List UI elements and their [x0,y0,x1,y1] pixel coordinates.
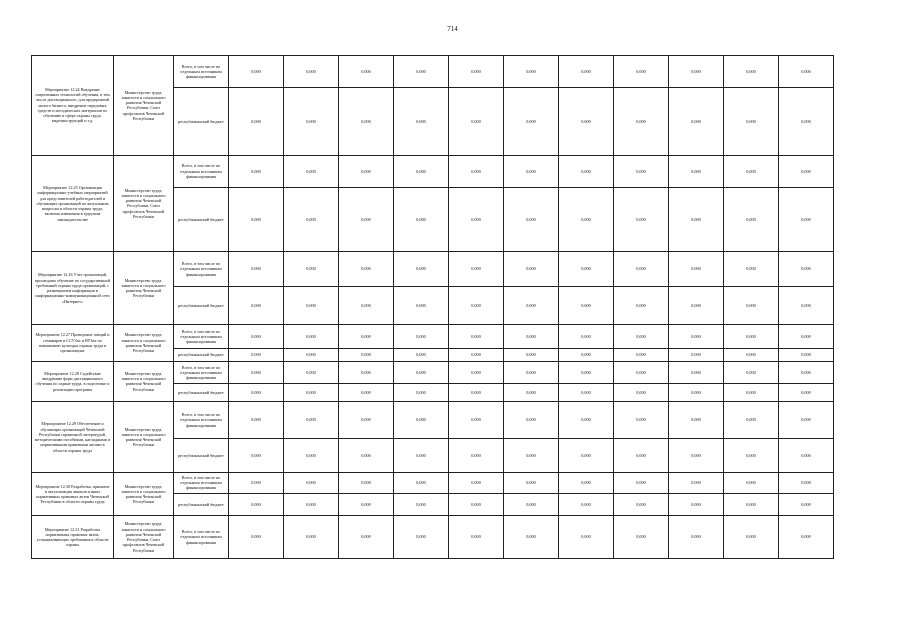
funding-value: 0,000 [669,402,724,438]
funding-value: 0,000 [779,493,834,516]
funding-value: 0,000 [394,402,449,438]
funding-value: 0,000 [504,438,559,472]
funding-value: 0,000 [339,384,394,402]
funding-value: 0,000 [779,187,834,251]
funding-source: республиканский бюджет [174,286,229,325]
funding-value: 0,000 [669,56,724,88]
funding-value: 0,000 [449,56,504,88]
funding-value: 0,000 [229,348,284,361]
funding-value: 0,000 [229,88,284,156]
funding-value: 0,000 [614,88,669,156]
measure-title: Мероприятие 12.29 Обеспечение и обучающих организаций Чеченской Республики справочной литературой, методическими пособиями, наглядными и нормативными правовыми актами в области охраны труда [32,402,114,473]
table-row [32,252,834,286]
funding-value: 0,000 [284,493,339,516]
funding-value: 0,000 [779,348,834,361]
measure-title: Мероприятие 12.28 Содействие внедрению форм дистанционного обучения по охране труда, в подготовке и реализации программ [32,361,114,402]
funding-value: 0,000 [394,473,449,493]
measure-executor: Министерство труда, занятости и социального развития Чеченской Республики, Союз профсоюзов Чеченской Республики [114,155,174,252]
funding-value: 0,000 [614,187,669,251]
funding-value: 0,000 [614,155,669,187]
funding-value: 0,000 [724,286,779,325]
funding-value: 0,000 [284,187,339,251]
funding-value: 0,000 [779,473,834,493]
funding-value: 0,000 [779,384,834,402]
funding-value: 0,000 [284,438,339,472]
funding-value: 0,000 [504,325,559,349]
funding-value: 0,000 [339,361,394,384]
funding-value: 0,000 [229,56,284,88]
funding-value: 0,000 [339,325,394,349]
funding-value: 0,000 [614,473,669,493]
funding-value: 0,000 [779,155,834,187]
funding-value: 0,000 [669,325,724,349]
funding-value: 0,000 [339,155,394,187]
funding-value: 0,000 [284,88,339,156]
funding-value: 0,000 [229,516,284,559]
funding-value: 0,000 [504,384,559,402]
funding-value: 0,000 [339,516,394,559]
measure-title: Мероприятие 12.24 Внедрение современных технологий обучения, в том числе дистанционного, для предприятий малого бизнеса, внедрение передовых средств и методических материалов по обучению в сфере охраны труда, видеоинструкций и т.д. [32,56,114,156]
funding-value: 0,000 [779,516,834,559]
funding-value: 0,000 [559,252,614,286]
funding-value: 0,000 [449,438,504,472]
table-row [32,155,834,187]
funding-value: 0,000 [559,516,614,559]
funding-value: 0,000 [394,88,449,156]
funding-value: 0,000 [614,384,669,402]
measure-executor: Министерство труда, занятости и социального развития Чеченской Республики [114,473,174,516]
funding-value: 0,000 [614,56,669,88]
funding-value: 0,000 [449,384,504,402]
funding-value: 0,000 [724,187,779,251]
funding-value: 0,000 [229,286,284,325]
funding-value: 0,000 [449,325,504,349]
funding-value: 0,000 [229,402,284,438]
funding-value: 0,000 [229,438,284,472]
measure-title: Мероприятие 12.26 Учет организаций, прошедших обучение по государственной требований охраны труда организаций, с размещением информации в информационно-коммуникационной сети «Интернет» [32,252,114,325]
funding-source: Всего, в том числе по отдельным источникам финансирования [174,56,229,88]
funding-value: 0,000 [779,402,834,438]
funding-value: 0,000 [449,155,504,187]
funding-value: 0,000 [339,252,394,286]
funding-value: 0,000 [284,325,339,349]
funding-value: 0,000 [229,187,284,251]
funding-value: 0,000 [449,88,504,156]
funding-source: Всего, в том числе по отдельным источникам финансирования [174,325,229,349]
table-row [32,402,834,438]
funding-value: 0,000 [559,155,614,187]
funding-value: 0,000 [614,348,669,361]
funding-value: 0,000 [669,516,724,559]
funding-value: 0,000 [779,325,834,349]
funding-value: 0,000 [394,361,449,384]
funding-value: 0,000 [449,348,504,361]
funding-value: 0,000 [504,361,559,384]
funding-value: 0,000 [724,493,779,516]
funding-value: 0,000 [724,438,779,472]
funding-source: Всего, в том числе по отдельным источникам финансирования [174,361,229,384]
funding-source: Всего, в том числе по отдельным источникам финансирования [174,516,229,559]
funding-value: 0,000 [724,516,779,559]
funding-value: 0,000 [669,493,724,516]
funding-source: Всего, в том числе по отдельным источникам финансирования [174,402,229,438]
funding-value: 0,000 [559,402,614,438]
funding-value: 0,000 [559,473,614,493]
funding-source: республиканский бюджет [174,187,229,251]
funding-value: 0,000 [339,187,394,251]
funding-value: 0,000 [394,56,449,88]
funding-source: республиканский бюджет [174,438,229,472]
funding-value: 0,000 [449,286,504,325]
funding-value: 0,000 [229,325,284,349]
funding-value: 0,000 [779,438,834,472]
funding-value: 0,000 [614,286,669,325]
funding-value: 0,000 [559,88,614,156]
funding-value: 0,000 [779,88,834,156]
funding-source: республиканский бюджет [174,348,229,361]
measure-title: Мероприятие 12.30 Разработка, принятие и актуализация законов и иных нормативных правовых актов Чеченской Республики в области охраны труда [32,473,114,516]
funding-value: 0,000 [559,187,614,251]
funding-value: 0,000 [504,187,559,251]
funding-value: 0,000 [779,286,834,325]
measure-title: Мероприятие 12.31 Разработка нормативных правовых актов, устанавливающих требования в области охраны [32,516,114,559]
funding-source: республиканский бюджет [174,493,229,516]
funding-value: 0,000 [504,286,559,325]
funding-value: 0,000 [779,56,834,88]
funding-value: 0,000 [449,473,504,493]
funding-table [31,55,834,559]
funding-value: 0,000 [559,348,614,361]
funding-value: 0,000 [669,155,724,187]
funding-value: 0,000 [724,348,779,361]
table-row [32,325,834,349]
funding-value: 0,000 [394,493,449,516]
funding-value: 0,000 [284,155,339,187]
funding-value: 0,000 [669,361,724,384]
funding-value: 0,000 [614,493,669,516]
measure-title: Мероприятие 12.25 Организация информационно-учебных мероприятий для представителей работодателей и обучающих организаций по актуальным вопросам в области охраны труда, включая изменения в трудовом законодательстве [32,155,114,252]
funding-value: 0,000 [449,402,504,438]
funding-value: 0,000 [614,252,669,286]
measure-executor: Министерство труда, занятости и социального развития Чеченской Республики [114,402,174,473]
funding-value: 0,000 [339,438,394,472]
funding-value: 0,000 [724,361,779,384]
funding-source: республиканский бюджет [174,384,229,402]
funding-value: 0,000 [284,473,339,493]
funding-value: 0,000 [669,348,724,361]
funding-value: 0,000 [669,438,724,472]
funding-value: 0,000 [284,361,339,384]
table-row [32,516,834,559]
funding-value: 0,000 [394,348,449,361]
funding-value: 0,000 [339,286,394,325]
funding-value: 0,000 [724,56,779,88]
funding-source: Всего, в том числе по отдельным источникам финансирования [174,155,229,187]
funding-value: 0,000 [284,384,339,402]
funding-value: 0,000 [339,348,394,361]
funding-value: 0,000 [449,252,504,286]
funding-value: 0,000 [394,384,449,402]
funding-value: 0,000 [724,402,779,438]
funding-value: 0,000 [394,516,449,559]
funding-value: 0,000 [339,56,394,88]
funding-value: 0,000 [229,493,284,516]
funding-value: 0,000 [614,361,669,384]
funding-value: 0,000 [669,252,724,286]
funding-value: 0,000 [779,361,834,384]
funding-value: 0,000 [394,438,449,472]
funding-value: 0,000 [339,473,394,493]
funding-source: республиканский бюджет [174,88,229,156]
funding-value: 0,000 [284,348,339,361]
funding-value: 0,000 [669,384,724,402]
funding-value: 0,000 [559,493,614,516]
funding-value: 0,000 [614,402,669,438]
funding-value: 0,000 [504,348,559,361]
funding-value: 0,000 [724,88,779,156]
funding-value: 0,000 [559,56,614,88]
funding-value: 0,000 [504,155,559,187]
funding-value: 0,000 [229,252,284,286]
funding-value: 0,000 [724,252,779,286]
funding-value: 0,000 [229,384,284,402]
funding-value: 0,000 [669,286,724,325]
page-number: 714 [447,25,458,33]
funding-value: 0,000 [669,187,724,251]
measure-executor: Министерство труда, занятости и социального развития Чеченской Республики, Союз профсоюзов Чеченской Республики [114,516,174,559]
funding-value: 0,000 [449,187,504,251]
funding-value: 0,000 [394,252,449,286]
funding-value: 0,000 [724,155,779,187]
funding-value: 0,000 [504,493,559,516]
funding-value: 0,000 [559,438,614,472]
funding-value: 0,000 [284,516,339,559]
funding-value: 0,000 [559,325,614,349]
table-row [32,361,834,384]
funding-value: 0,000 [669,88,724,156]
funding-value: 0,000 [779,252,834,286]
funding-value: 0,000 [394,187,449,251]
funding-value: 0,000 [504,88,559,156]
funding-value: 0,000 [449,493,504,516]
funding-value: 0,000 [229,155,284,187]
funding-value: 0,000 [394,325,449,349]
funding-value: 0,000 [504,516,559,559]
table-row [32,473,834,493]
funding-value: 0,000 [339,402,394,438]
funding-value: 0,000 [559,384,614,402]
funding-source: Всего, в том числе по отдельным источникам финансирования [174,473,229,493]
measure-executor: Министерство труда, занятости и социального развития Чеченской Республики [114,361,174,402]
funding-value: 0,000 [339,493,394,516]
funding-value: 0,000 [724,325,779,349]
measure-executor: Министерство труда, занятости и социального развития Чеченской Республики [114,252,174,325]
funding-value: 0,000 [504,473,559,493]
funding-value: 0,000 [504,402,559,438]
funding-value: 0,000 [504,252,559,286]
funding-value: 0,000 [449,361,504,384]
measure-executor: Министерство труда, занятости и социального развития Чеченской Республики [114,325,174,361]
funding-value: 0,000 [724,384,779,402]
funding-value: 0,000 [559,361,614,384]
funding-value: 0,000 [284,252,339,286]
funding-source: Всего, в том числе по отдельным источникам финансирования [174,252,229,286]
funding-value: 0,000 [669,473,724,493]
measure-executor: Министерство труда, занятости и социального развития Чеченской Республики, Союз профсоюзов Чеченской Республики [114,56,174,156]
funding-value: 0,000 [229,361,284,384]
table-row [32,56,834,88]
funding-value: 0,000 [284,286,339,325]
funding-value: 0,000 [284,402,339,438]
funding-value: 0,000 [229,473,284,493]
measure-title: Мероприятие 12.27 Проведение лекций и семинаров в ССУЗах и ВУЗах по повышению культуры охраны труда в организациях [32,325,114,361]
funding-value: 0,000 [614,438,669,472]
funding-value: 0,000 [284,56,339,88]
funding-value: 0,000 [614,516,669,559]
funding-value: 0,000 [394,155,449,187]
funding-value: 0,000 [449,516,504,559]
funding-value: 0,000 [559,286,614,325]
funding-value: 0,000 [504,56,559,88]
funding-value: 0,000 [394,286,449,325]
funding-value: 0,000 [339,88,394,156]
funding-value: 0,000 [724,473,779,493]
funding-value: 0,000 [614,325,669,349]
